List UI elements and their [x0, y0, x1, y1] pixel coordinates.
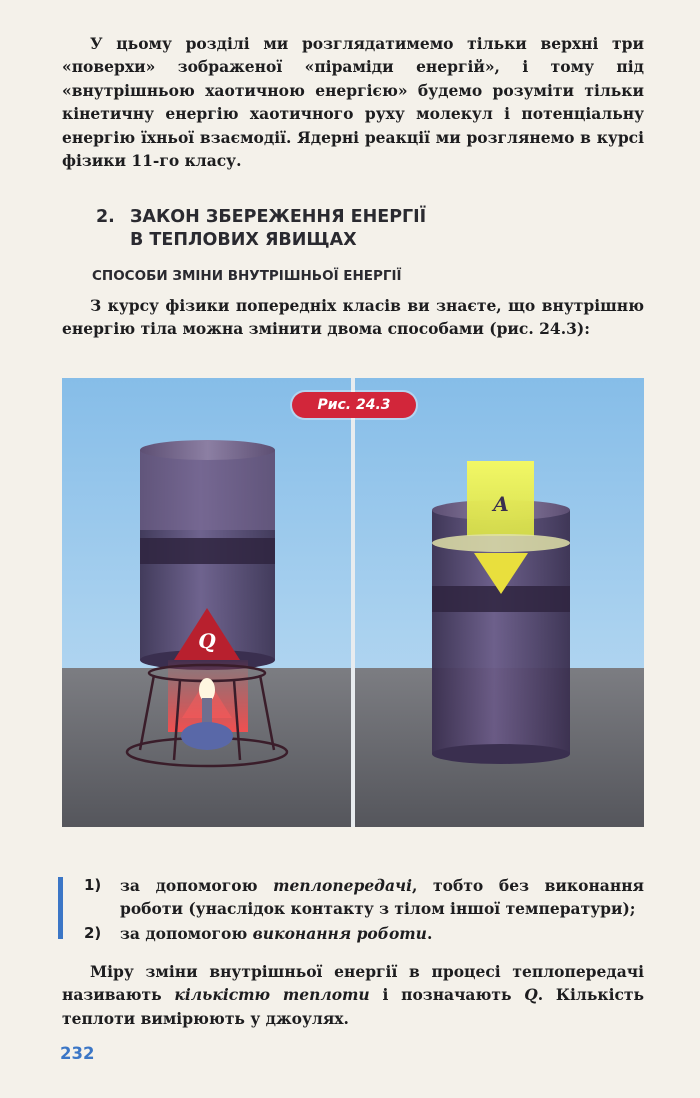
list-item-number: 1) — [84, 876, 102, 894]
measure-paragraph — [62, 960, 644, 1030]
list-item — [72, 922, 644, 945]
list-marker-bar — [58, 877, 63, 939]
method-list-2 — [72, 922, 644, 945]
heat-symbol: Q — [198, 629, 216, 653]
section-title — [96, 206, 426, 252]
intro-paragraph — [62, 32, 644, 172]
figure-illustration — [62, 378, 644, 827]
method-list — [72, 874, 644, 921]
section-title-line2: В ТЕПЛОВИХ ЯВИЩАХ — [130, 230, 357, 250]
list-item-term: виконання роботи — [252, 924, 427, 943]
measure-text: . Кількість теплоти вимірюють у джоулях. — [62, 985, 645, 1028]
page-number: 232 — [60, 1044, 95, 1063]
list-item-text: . — [426, 924, 433, 943]
list-item-text: , тобто без виконання роботи (унаслідок контакту з тілом іншої температури); — [120, 876, 644, 919]
list-item-text: за допомогою — [120, 924, 253, 943]
list-item — [72, 874, 644, 921]
section-title-line1: ЗАКОН ЗБЕРЕЖЕННЯ ЕНЕРГІЇ — [130, 207, 427, 227]
list-item-number: 2) — [84, 924, 102, 942]
known-text: З курсу фізики попередніх класів ви знаєте, що внутрішню енергію тіла можна змінити двома способами (рис. 24.3): — [62, 296, 644, 339]
known-paragraph — [62, 294, 644, 341]
measure-term: кількістю теплоти — [174, 985, 370, 1005]
intro-text: У цьому розділі ми розглядатимемо тільки верхні три «поверхи» зображеної «піраміди енергій», і тому під «внутрішньою хаотичною енергією» будемо розуміти тільки кінетичну енергію хаотичного руху молекул і потенціальну енергію їхньої взаємодії. Ядерні реакції ми розглянемо в курсі фізики 11-го класу. — [62, 34, 644, 171]
section-number: 2. — [96, 207, 115, 227]
figure-label: Рис. 24.3 — [292, 392, 416, 418]
work-symbol: A — [493, 492, 509, 516]
subheading: СПОСОБИ ЗМІНИ ВНУТРІШНЬОЇ ЕНЕРГІЇ — [92, 268, 402, 284]
measure-symbol: Q — [524, 985, 538, 1005]
measure-text: Міру зміни внутрішньої енергії в процесі теплопередачі називають — [62, 962, 644, 1005]
list-item-term: теплопередачі — [273, 876, 412, 895]
measure-text: і позначають — [369, 985, 525, 1005]
list-item-text: за допомогою — [120, 876, 274, 895]
